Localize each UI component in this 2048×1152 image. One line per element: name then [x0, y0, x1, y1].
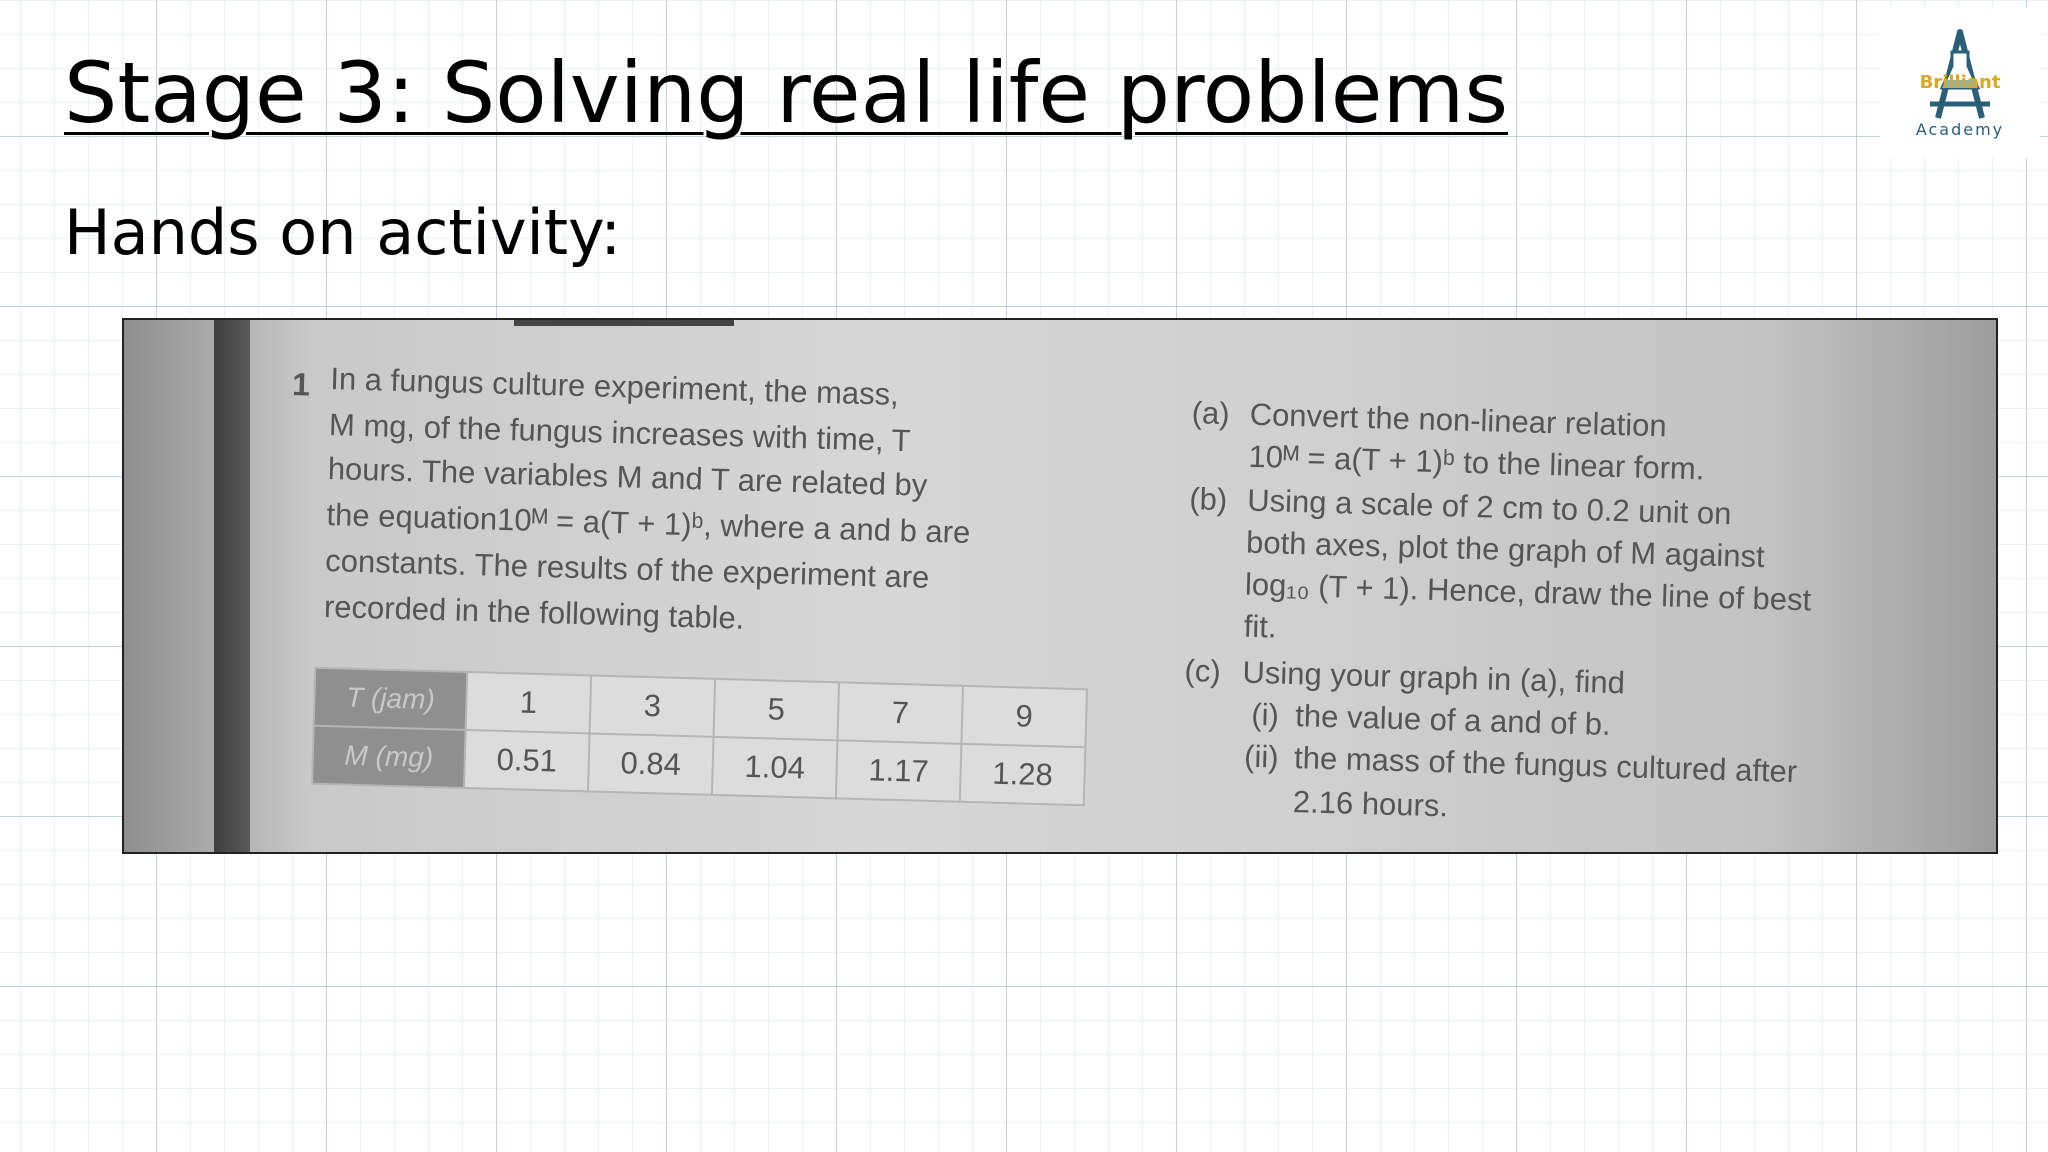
part-c-label: (c) — [1184, 653, 1222, 690]
part-b-line: fit. — [1243, 608, 1278, 645]
row-header-m: M (mg) — [312, 726, 466, 788]
subpart-ii-label: (ii) — [1243, 738, 1280, 775]
slide-subtitle: Hands on activity: — [64, 196, 622, 269]
table-cell: 1.17 — [836, 740, 962, 801]
brilliant-academy-logo — [1880, 8, 2040, 158]
question-line: hours. The variables M and T are related by — [327, 451, 928, 503]
part-b-line: Using a scale of 2 cm to 0.2 unit on — [1246, 482, 1732, 532]
table-cell: 5 — [714, 679, 840, 740]
table-cell: 3 — [590, 675, 716, 736]
subpart-i-label: (i) — [1250, 696, 1280, 733]
question-line: In a fungus culture experiment, the mass, — [329, 361, 900, 412]
table-cell: 0.51 — [464, 730, 590, 791]
question-page — [279, 320, 1983, 854]
table-cell: 0.84 — [588, 733, 714, 794]
part-b-line: both axes, plot the graph of M against — [1245, 524, 1766, 575]
question-line: constants. The results of the experiment are — [324, 542, 930, 595]
subpart-i-line: the value of a and of b. — [1294, 698, 1612, 742]
question-number: 1 — [291, 365, 311, 403]
table-cell: 7 — [837, 682, 963, 743]
slide-title: Stage 3: Solving real life problems — [64, 44, 1509, 142]
table-cell: 1.28 — [960, 744, 1086, 805]
subpart-ii-line: the mass of the fungus cultured after — [1293, 740, 1798, 790]
table-cell: 9 — [961, 686, 1087, 747]
part-a-line: Convert the non-linear relation — [1249, 396, 1668, 444]
part-b-line: log₁₀ (T + 1). Hence, draw the line of best — [1244, 566, 1812, 618]
logo-brand-text: Brilliant — [1919, 72, 2001, 93]
part-a-line: 10ᴹ = a(T + 1)ᵇ to the linear form. — [1248, 438, 1705, 487]
part-a-label: (a) — [1191, 395, 1231, 432]
part-c-line: Using your graph in (a), find — [1242, 654, 1626, 701]
table-cell: 1 — [466, 672, 592, 733]
book-spine — [214, 320, 250, 852]
question-line: the equation10ᴹ = a(T + 1)ᵇ, where a and b are — [326, 496, 971, 550]
row-header-t: T (jam) — [314, 668, 468, 730]
question-line: recorded in the following table. — [323, 588, 745, 636]
experiment-table — [311, 667, 1088, 807]
table-cell: 1.04 — [712, 737, 838, 798]
textbook-photo — [122, 318, 1998, 854]
page-top-bar — [514, 320, 734, 326]
question-line: M mg, of the fungus increases with time, T — [328, 407, 912, 459]
part-b-label: (b) — [1188, 481, 1228, 518]
logo-academy-text: Academy — [1915, 120, 2005, 139]
subpart-ii-line: 2.16 hours. — [1292, 784, 1449, 824]
